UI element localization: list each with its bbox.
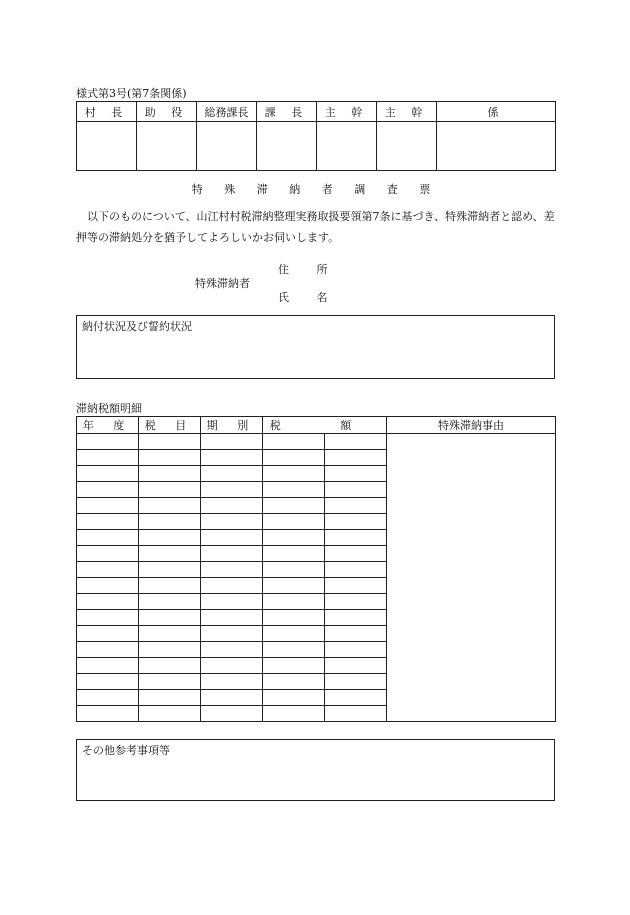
period-cell[interactable] xyxy=(201,642,263,658)
tax-amount-sub-cell[interactable] xyxy=(325,530,387,546)
name-label: 氏 名 xyxy=(278,291,340,304)
period-cell[interactable] xyxy=(201,578,263,594)
tax-item-cell[interactable] xyxy=(139,450,201,466)
approval-header-section-chief: 課 長 xyxy=(257,102,317,122)
year-cell[interactable] xyxy=(77,610,139,626)
approval-header-row xyxy=(77,102,556,122)
tax-item-cell[interactable] xyxy=(139,658,201,674)
period-cell[interactable] xyxy=(201,498,263,514)
year-cell[interactable] xyxy=(77,450,139,466)
stamp-cell[interactable] xyxy=(317,122,377,171)
detail-header-row xyxy=(77,417,556,434)
tax-detail-table xyxy=(76,416,556,722)
approval-header-supervisor-2: 主 幹 xyxy=(377,102,437,122)
tax-amount-cell[interactable] xyxy=(263,658,325,674)
tax-item-cell[interactable] xyxy=(139,626,201,642)
tax-amount-sub-cell[interactable] xyxy=(325,546,387,562)
tax-amount-sub-cell[interactable] xyxy=(325,466,387,482)
tax-amount-sub-cell[interactable] xyxy=(325,578,387,594)
tax-amount-cell[interactable] xyxy=(263,498,325,514)
year-cell[interactable] xyxy=(77,658,139,674)
tax-item-cell[interactable] xyxy=(139,674,201,690)
period-cell[interactable] xyxy=(201,434,263,450)
year-cell[interactable] xyxy=(77,546,139,562)
header-tax-amount: 税 額 xyxy=(263,417,387,434)
tax-amount-cell[interactable] xyxy=(263,690,325,706)
year-cell[interactable] xyxy=(77,626,139,642)
tax-amount-sub-cell[interactable] xyxy=(325,562,387,578)
year-cell[interactable] xyxy=(77,674,139,690)
year-cell[interactable] xyxy=(77,690,139,706)
tax-amount-cell[interactable] xyxy=(263,706,325,722)
stamp-cell[interactable] xyxy=(77,122,137,171)
tax-amount-sub-cell[interactable] xyxy=(325,498,387,514)
period-cell[interactable] xyxy=(201,674,263,690)
stamp-cell[interactable] xyxy=(197,122,257,171)
period-cell[interactable] xyxy=(201,594,263,610)
tax-item-cell[interactable] xyxy=(139,578,201,594)
tax-amount-cell[interactable] xyxy=(263,674,325,690)
tax-amount-sub-cell[interactable] xyxy=(325,482,387,498)
tax-item-cell[interactable] xyxy=(139,498,201,514)
tax-item-cell[interactable] xyxy=(139,530,201,546)
payment-status-label: 納付状況及び誓約状況 xyxy=(82,320,192,333)
tax-item-cell[interactable] xyxy=(139,434,201,450)
tax-item-cell[interactable] xyxy=(139,690,201,706)
period-cell[interactable] xyxy=(201,706,263,722)
tax-amount-cell[interactable] xyxy=(263,466,325,482)
period-cell[interactable] xyxy=(201,466,263,482)
tax-amount-cell[interactable] xyxy=(263,450,325,466)
year-cell[interactable] xyxy=(77,434,139,450)
tax-amount-cell[interactable] xyxy=(263,514,325,530)
tax-amount-cell[interactable] xyxy=(263,642,325,658)
tax-amount-cell[interactable] xyxy=(263,546,325,562)
period-cell[interactable] xyxy=(201,530,263,546)
special-reason-cell[interactable] xyxy=(387,434,556,722)
approval-header-general-affairs-chief: 総務課長 xyxy=(197,102,257,122)
other-notes-box[interactable] xyxy=(76,739,555,801)
period-cell[interactable] xyxy=(201,450,263,466)
year-cell[interactable] xyxy=(77,578,139,594)
tax-amount-sub-cell[interactable] xyxy=(325,626,387,642)
period-cell[interactable] xyxy=(201,514,263,530)
tax-amount-sub-cell[interactable] xyxy=(325,690,387,706)
tax-item-cell[interactable] xyxy=(139,482,201,498)
stamp-cell[interactable] xyxy=(377,122,437,171)
tax-item-cell[interactable] xyxy=(139,562,201,578)
year-cell[interactable] xyxy=(77,530,139,546)
year-cell[interactable] xyxy=(77,594,139,610)
tax-amount-sub-cell[interactable] xyxy=(325,674,387,690)
tax-amount-cell[interactable] xyxy=(263,530,325,546)
period-cell[interactable] xyxy=(201,546,263,562)
tax-amount-cell[interactable] xyxy=(263,594,325,610)
tax-amount-sub-cell[interactable] xyxy=(325,434,387,450)
tax-amount-sub-cell[interactable] xyxy=(325,514,387,530)
year-cell[interactable] xyxy=(77,466,139,482)
request-text: 以下のものについて、山江村村税滞納整理実務取扱要領第7条に基づき、特殊滞納者と認め、差押等の滞納処分を猶予してよろしいかお伺いします。 xyxy=(76,210,555,244)
tax-amount-cell[interactable] xyxy=(263,626,325,642)
header-tax-item: 税 目 xyxy=(139,417,201,434)
tax-item-cell[interactable] xyxy=(139,546,201,562)
tax-amount-cell[interactable] xyxy=(263,482,325,498)
header-special-reason: 特殊滞納事由 xyxy=(387,417,556,434)
document-title: 特 殊 滞 納 者 調 査 票 xyxy=(191,183,440,196)
period-cell[interactable] xyxy=(201,690,263,706)
tax-item-cell[interactable] xyxy=(139,642,201,658)
address-label: 住 所 xyxy=(278,263,340,276)
payment-status-box[interactable] xyxy=(76,315,555,379)
approval-header-deputy: 助 役 xyxy=(137,102,197,122)
other-notes-label: その他参考事項等 xyxy=(82,744,170,757)
tax-item-cell[interactable] xyxy=(139,466,201,482)
stamp-cell[interactable] xyxy=(257,122,317,171)
stamp-cell[interactable] xyxy=(437,122,556,171)
period-cell[interactable] xyxy=(201,482,263,498)
tax-amount-sub-cell[interactable] xyxy=(325,450,387,466)
tax-amount-cell[interactable] xyxy=(263,434,325,450)
stamp-cell[interactable] xyxy=(137,122,197,171)
tax-amount-sub-cell[interactable] xyxy=(325,610,387,626)
form-number: 様式第3号(第7条関係) xyxy=(76,87,187,100)
detail-section-label: 滞納税額明細 xyxy=(76,402,142,415)
tax-amount-sub-cell[interactable] xyxy=(325,642,387,658)
year-cell[interactable] xyxy=(77,642,139,658)
tax-amount-sub-cell[interactable] xyxy=(325,594,387,610)
tax-amount-cell[interactable] xyxy=(263,578,325,594)
year-cell[interactable] xyxy=(77,706,139,722)
tax-item-cell[interactable] xyxy=(139,706,201,722)
taxpayer-label: 特殊滞納者 xyxy=(195,277,250,290)
tax-amount-sub-cell[interactable] xyxy=(325,706,387,722)
approval-stamp-row xyxy=(77,122,556,171)
header-period: 期 別 xyxy=(201,417,263,434)
year-cell[interactable] xyxy=(77,498,139,514)
year-cell[interactable] xyxy=(77,562,139,578)
tax-item-cell[interactable] xyxy=(139,610,201,626)
period-cell[interactable] xyxy=(201,658,263,674)
tax-amount-cell[interactable] xyxy=(263,610,325,626)
approval-header-staff: 係 xyxy=(437,102,556,122)
tax-amount-cell[interactable] xyxy=(263,562,325,578)
period-cell[interactable] xyxy=(201,562,263,578)
tax-item-cell[interactable] xyxy=(139,594,201,610)
header-fiscal-year: 年 度 xyxy=(77,417,139,434)
year-cell[interactable] xyxy=(77,482,139,498)
approval-header-village-head: 村 長 xyxy=(77,102,137,122)
period-cell[interactable] xyxy=(201,626,263,642)
tax-amount-sub-cell[interactable] xyxy=(325,658,387,674)
approval-table xyxy=(76,101,556,171)
detail-row xyxy=(77,434,556,450)
year-cell[interactable] xyxy=(77,514,139,530)
tax-item-cell[interactable] xyxy=(139,514,201,530)
period-cell[interactable] xyxy=(201,610,263,626)
detail-body xyxy=(77,434,556,722)
approval-header-supervisor-1: 主 幹 xyxy=(317,102,377,122)
